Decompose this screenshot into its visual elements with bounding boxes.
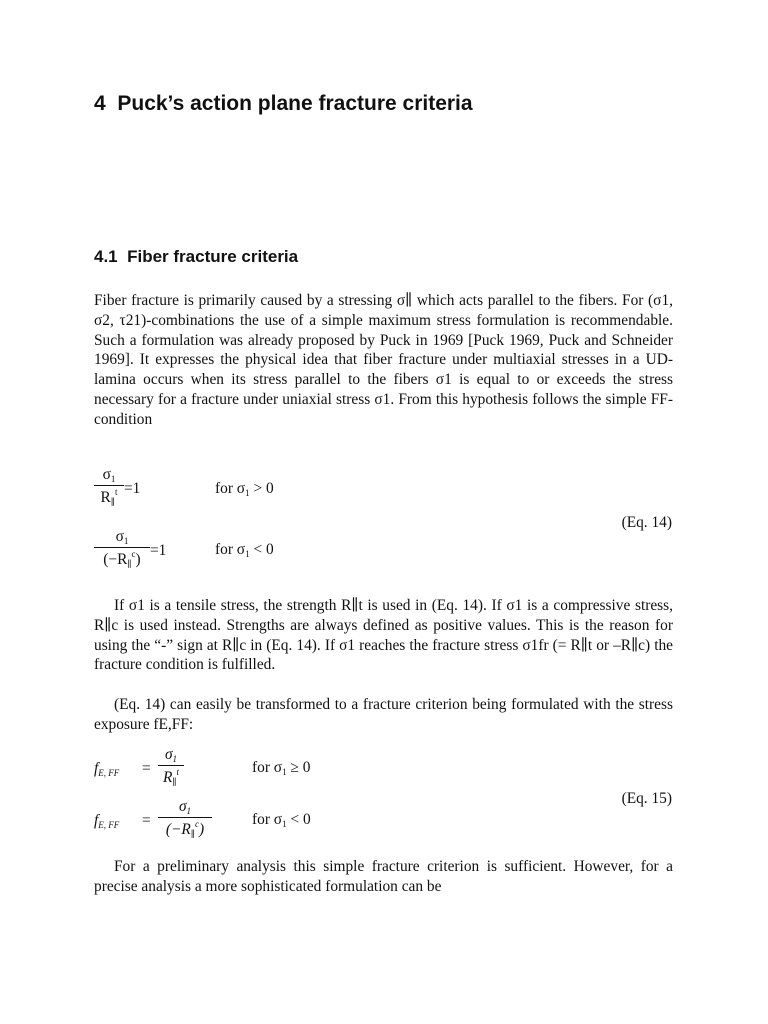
eq14-line2-fraction <box>94 528 150 570</box>
eq15-line1-numerator: $\sigma_1$ <box>164 746 178 764</box>
eq14-line1-fraction <box>94 466 124 508</box>
paragraph-preliminary-analysis: For a preliminary analysis this simple fracture criterion is sufficient. However, for a precise analysis a more sophisticated formulation can be <box>94 858 673 895</box>
eq15-line2-condition: for $\sigma_1 < 0$ <box>252 811 311 829</box>
chapter-title <box>94 92 473 116</box>
paragraph-strength-explanation: If σ1 is a tensile stress, the strength R∥t is used in (Eq. 14). If σ1 is a compressive stress, R∥c is used instead. Strengths are always defined as positive values. This is the reason for using the “-” sign at R∥c in (Eq. 14). If σ1 reaches the fracture stress σ1fr (= R∥t or –R∥c) the fracture condition is fulfilled. <box>94 597 673 674</box>
eq15-line2-numerator: $\sigma_1$ <box>178 798 192 816</box>
fraction-bar <box>94 485 124 486</box>
eq15-line2-denominator: $(-R_\parallel^c)$ <box>165 819 205 839</box>
fraction-bar <box>158 765 184 766</box>
eq14-line2-rhs: =1 <box>150 542 167 559</box>
eq15-line2-lhs: $f_{E, FF}$ <box>94 812 120 830</box>
section-title <box>94 247 298 267</box>
section-number: 4.1 <box>94 247 118 266</box>
eq15-line1-lhs: $f_{E, FF}$ <box>94 760 120 778</box>
eq14-line2-denominator: $(-R_\parallel^c)$ <box>103 549 141 569</box>
section-title-text: Fiber fracture criteria <box>127 247 299 266</box>
eq14-label: (Eq. 14) <box>621 514 672 531</box>
eq15-line1-fraction <box>158 746 184 788</box>
eq14-line1-rhs: =1 <box>124 480 141 497</box>
eq14-line1-denominator: $R_\parallel^t$ <box>100 487 118 507</box>
chapter-title-text: Puck’s action plane fracture criteria <box>117 92 473 115</box>
eq15-label: (Eq. 15) <box>621 790 672 807</box>
eq15-line1-condition: for $\sigma_1 \ge 0$ <box>252 759 311 777</box>
eq15-line1-equals: = <box>142 760 151 777</box>
fraction-bar <box>158 817 212 818</box>
eq14-line2-condition: for $\sigma_1 < 0$ <box>215 541 274 559</box>
paragraph-stress-exposure: (Eq. 14) can easily be transformed to a fracture criterion being formulated with the stress exposure fE,FF: <box>94 696 673 733</box>
eq14-line1-condition: for $\sigma_1 > 0$ <box>215 480 274 498</box>
eq14-line2-numerator: $\sigma_1$ <box>115 528 129 546</box>
eq14-line1-numerator: $\sigma_1$ <box>102 466 116 484</box>
eq15-line2-equals: = <box>142 812 151 829</box>
paragraph-fiber-fracture-intro: Fiber fracture is primarily caused by a stressing σ∥ which acts parallel to the fibers. For (σ1, σ2, τ21)-combinations the use of a simple maximum stress formulation is recommendable. Such a formulation was already proposed by Puck in 1969 [Puck 1969, Puck and Schneider 1969]. It expresses the physical idea that fiber fracture under multiaxial stresses in a UD-lamina occurs when its stress parallel to the fibers σ1 is equal to or exceeds the stress necessary for a fracture under uniaxial stress σ1. From this hypothesis follows the simple FF-condition <box>94 292 673 428</box>
eq15-line1-denominator: $R_\parallel^t$ <box>162 767 180 787</box>
chapter-number: 4 <box>94 92 106 115</box>
eq15-line2-fraction <box>158 798 212 840</box>
fraction-bar <box>94 547 150 548</box>
